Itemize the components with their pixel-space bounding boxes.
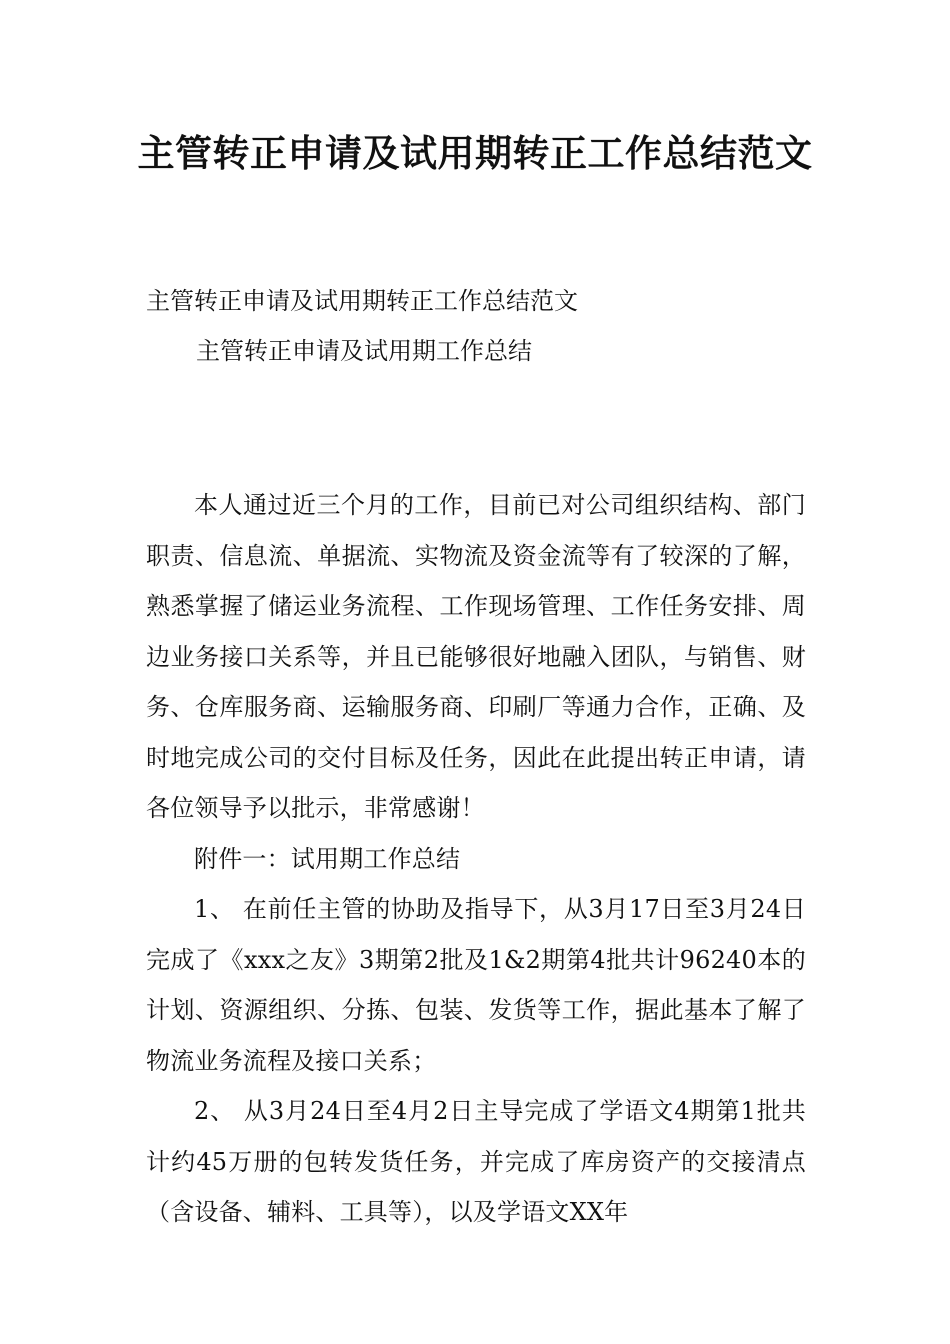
- paragraph-application: 本人通过近三个月的工作，目前已对公司组织结构、部门职责、信息流、单据流、实物流及资金流等有了较深的了解，熟悉掌握了储运业务流程、工作现场管理、工作任务安排、周边业务接口关系等，并且已能够很好地融入团队，与销售、财务、仓库服务商、运输服务商、印刷厂等通力合作，正确、及时地完成公司的交付目标及任务，因此在此提出转正申请，请各位领导予以批示，非常感谢！: [146, 491, 806, 822]
- document-subtitle: 主管转正申请及试用期转正工作总结范文: [146, 287, 578, 315]
- paragraph-item-1: 1、 在前任主管的协助及指导下，从3月17日至3月24日完成了《xxx之友》3期第2批及1&2期第4批共计96240本的计划、资源组织、分拣、包装、发货等工作，据此基本了解了物流业务流程及接口关系；: [146, 895, 806, 1075]
- document-title: 主管转正申请及试用期转正工作总结范文: [137, 132, 813, 175]
- document-body: [146, 480, 806, 1238]
- paragraph-attachment-heading: 附件一：试用期工作总结: [194, 844, 461, 873]
- document-subheading: 主管转正申请及试用期工作总结: [196, 337, 532, 365]
- paragraph-item-2: 2、 从3月24日至4月2日主导完成了学语文4期第1批共计约45万册的包转发货任务，并完成了库房资产的交接清点（含设备、辅料、工具等），以及学语文XX年: [146, 1097, 806, 1226]
